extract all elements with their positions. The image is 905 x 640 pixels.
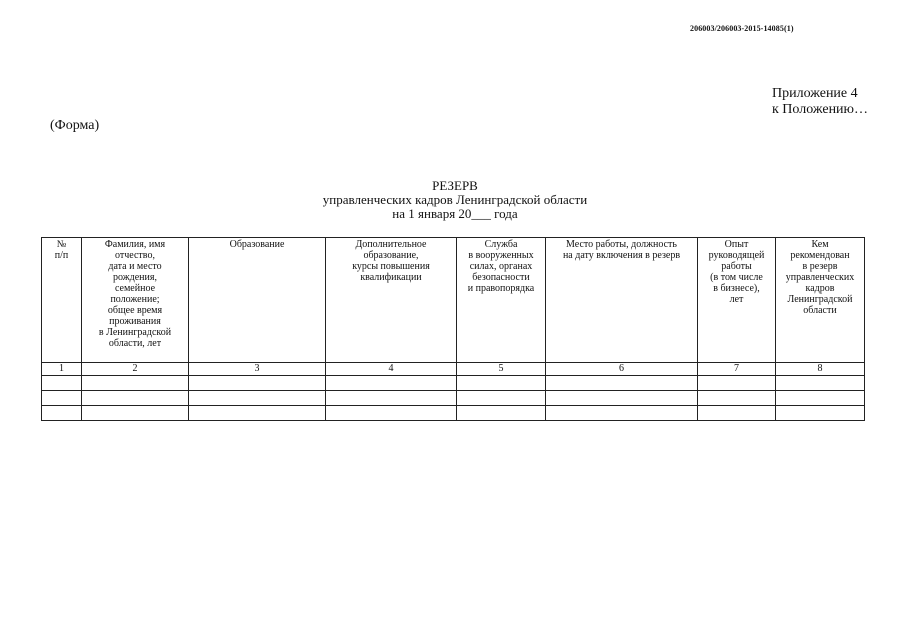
column-number: 2	[82, 363, 189, 376]
empty-cell	[546, 376, 698, 391]
column-number: 4	[326, 363, 457, 376]
appendix-reference	[772, 86, 868, 118]
empty-cell	[326, 406, 457, 421]
header-cell-workplace: Место работы, должность на дату включения в резерв	[546, 238, 698, 363]
table-row	[42, 391, 865, 406]
header-cell-number: № п/п	[42, 238, 82, 363]
reserve-table	[41, 237, 865, 421]
header-cell-recommended-by: Кем рекомендован в резерв управленческих кадров Ленинградской области	[776, 238, 865, 363]
header-cell-full-name: Фамилия, имя отчество, дата и место рождения, семейное положение; общее время проживания в Ленинградской области, лет	[82, 238, 189, 363]
header-cell-additional-education: Дополнительное образование, курсы повышения квалификации	[326, 238, 457, 363]
column-number: 8	[776, 363, 865, 376]
column-number: 7	[698, 363, 776, 376]
appendix-line-2: к Положению…	[772, 102, 869, 117]
empty-cell	[457, 406, 546, 421]
empty-cell	[776, 376, 865, 391]
document-subtitle: управленческих кадров Ленинградской области	[322, 192, 588, 207]
empty-cell	[189, 406, 326, 421]
empty-cell	[326, 376, 457, 391]
header-cell-management-experience: Опыт руководящей работы (в том числе в бизнесе), лет	[698, 238, 776, 363]
empty-cell	[326, 391, 457, 406]
empty-cell	[189, 391, 326, 406]
column-number: 5	[457, 363, 546, 376]
empty-cell	[776, 406, 865, 421]
column-number-row	[42, 363, 865, 376]
column-number: 3	[189, 363, 326, 376]
header-row	[42, 238, 865, 363]
empty-cell	[546, 391, 698, 406]
empty-cell	[42, 391, 82, 406]
document-date-line: на 1 января 20___ года	[392, 206, 518, 221]
empty-cell	[189, 376, 326, 391]
empty-cell	[698, 391, 776, 406]
table-row	[42, 376, 865, 391]
empty-cell	[776, 391, 865, 406]
empty-cell	[457, 376, 546, 391]
appendix-line-1: Приложение 4	[772, 86, 858, 101]
document-title: РЕЗЕРВ	[432, 178, 478, 193]
empty-cell	[42, 376, 82, 391]
header-cell-military-service: Служба в вооруженных силах, органах безопасности и правопорядка	[457, 238, 546, 363]
form-label: (Форма)	[50, 118, 100, 133]
table-row	[42, 406, 865, 421]
document-number: 206003/206003-2015-14085(1)	[690, 24, 794, 33]
empty-cell	[42, 406, 82, 421]
column-number: 6	[546, 363, 698, 376]
header-cell-education: Образование	[189, 238, 326, 363]
empty-cell	[698, 406, 776, 421]
empty-cell	[457, 391, 546, 406]
empty-cell	[82, 406, 189, 421]
title-block	[250, 179, 660, 221]
column-number: 1	[42, 363, 82, 376]
empty-cell	[546, 406, 698, 421]
empty-cell	[82, 376, 189, 391]
empty-cell	[698, 376, 776, 391]
empty-cell	[82, 391, 189, 406]
